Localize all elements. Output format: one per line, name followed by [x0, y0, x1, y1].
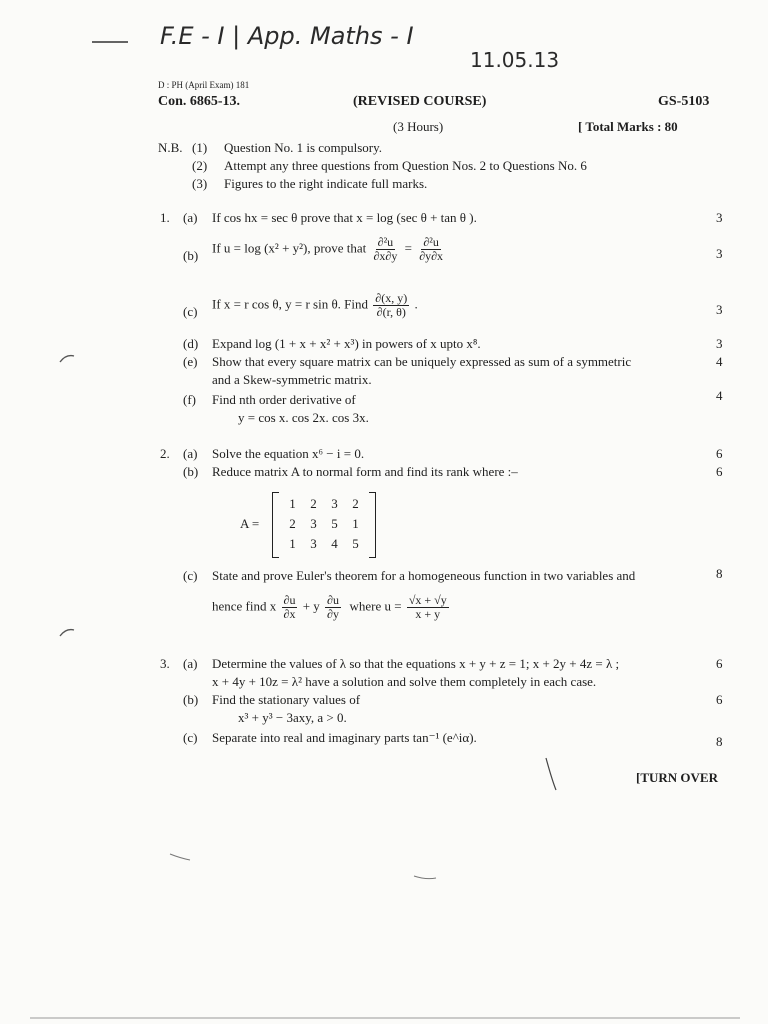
part-label: (b): [183, 464, 199, 479]
q1e-line2: and a Skew-symmetric matrix.: [212, 372, 372, 387]
q1a-text: If cos hx = sec θ prove that x = log (sec θ + tan θ ).: [212, 210, 477, 225]
part-label: (c): [183, 304, 198, 319]
turn-over: [TURN OVER: [636, 770, 718, 785]
marks: 6: [716, 446, 723, 461]
partial-fraction: [417, 236, 445, 263]
left-bracket: [272, 492, 279, 558]
paper-code-line: D : PH (April Exam) 181: [158, 80, 250, 90]
partial-fraction: [282, 594, 298, 621]
part-label: (f): [183, 392, 196, 407]
nb-item-text: Attempt any three questions from Question Nos. 2 to Questions No. 6: [224, 158, 587, 173]
matrix-row: [282, 534, 366, 554]
handwritten-title: F.E - I | App. Maths - I: [160, 22, 414, 50]
q3a-line2: x + 4y + 10z = λ² have a solution and solve them completely in each case.: [212, 674, 597, 689]
part-label: (c): [183, 730, 198, 745]
matrix-cell: 2: [352, 496, 359, 511]
q1d-text: Expand log (1 + x + x² + x³) in powers of x upto x⁸.: [212, 336, 481, 351]
part-label: (a): [183, 656, 198, 671]
fraction-denominator: ∂x∂y: [373, 249, 398, 263]
question-number: 3.: [160, 656, 170, 671]
marks: 3: [716, 336, 723, 351]
matrix-row: [282, 514, 366, 534]
matrix-cell: 3: [331, 496, 338, 511]
fraction-denominator: ∂(r, θ): [376, 305, 406, 319]
duration: (3 Hours): [393, 119, 444, 134]
q1b-text: [212, 236, 447, 263]
part-label: (a): [183, 210, 198, 225]
fraction-numerator: ∂²u: [423, 235, 439, 249]
matrix-row: [282, 494, 366, 514]
q3b-line1: Find the stationary values of: [212, 692, 361, 707]
nb-item-num: (1): [192, 140, 208, 155]
paper-code: GS-5103: [658, 94, 710, 109]
fraction-numerator: ∂²u: [377, 235, 394, 249]
marks: 8: [716, 566, 723, 581]
matrix-cell: 4: [331, 536, 338, 551]
where-label: where u =: [349, 598, 402, 614]
q2c-lead: hence find x: [212, 598, 277, 614]
matrix-cell: 2: [310, 496, 317, 511]
matrix-cell: 3: [310, 536, 317, 551]
q2a-text: Solve the equation x⁶ − i = 0.: [212, 446, 365, 461]
nb-item-num: (3): [192, 176, 208, 191]
marks: 6: [716, 692, 723, 707]
marks: 3: [716, 302, 723, 317]
partial-fraction: [325, 594, 341, 621]
q3c-text: Separate into real and imaginary parts tan⁻¹ (e^iα).: [212, 730, 477, 745]
q2b-text: Reduce matrix A to normal form and find its rank where :–: [212, 464, 518, 479]
marks: 6: [716, 464, 723, 479]
part-label: (b): [183, 692, 199, 707]
function-fraction: [407, 594, 449, 621]
part-label: (c): [183, 568, 198, 583]
part-label: (a): [183, 446, 198, 461]
matrix-cell: 3: [310, 516, 317, 531]
marks: 6: [716, 656, 723, 671]
fraction-denominator: x + y: [415, 607, 441, 621]
q2c-line1: State and prove Euler's theorem for a homogeneous function in two variables and: [212, 568, 636, 583]
matrix-cell: 2: [289, 516, 296, 531]
fraction-numerator: √x + √y: [408, 593, 447, 607]
handwritten-date: 11.05.13: [470, 48, 560, 72]
equals-sign: =: [404, 240, 412, 256]
fraction-numerator: ∂u: [327, 593, 339, 607]
matrix-cell: 1: [352, 516, 359, 531]
q1c-text: [212, 292, 418, 319]
total-marks: [ Total Marks : 80: [578, 119, 678, 134]
fraction-denominator: ∂y∂x: [419, 249, 444, 263]
nb-label: N.B.: [158, 140, 183, 155]
matrix-cell: 1: [289, 496, 296, 511]
q1f-line1: Find nth order derivative of: [212, 392, 356, 407]
nb-item-text: Figures to the right indicate full marks.: [224, 176, 428, 191]
matrix-cell: 5: [352, 536, 359, 551]
fraction-denominator: ∂x: [283, 607, 296, 621]
nb-item-num: (2): [192, 158, 208, 173]
marks: 3: [716, 210, 723, 225]
period: .: [414, 296, 418, 312]
marks: 8: [716, 734, 723, 749]
question-number: 1.: [160, 210, 170, 225]
course-title: (REVISED COURSE): [353, 94, 487, 109]
q3b-line2: x³ + y³ − 3axy, a > 0.: [238, 710, 347, 725]
fraction-denominator: ∂y: [327, 607, 339, 621]
fraction-numerator: ∂u: [283, 593, 296, 607]
part-label: (d): [183, 336, 199, 351]
q1b-lead: If u = log (x² + y²), prove that: [212, 240, 367, 256]
matrix-label: A =: [240, 516, 260, 531]
q1e-line1: Show that every square matrix can be uniquely expressed as sum of a symmetric: [212, 354, 632, 369]
nb-item-text: Question No. 1 is compulsory.: [224, 140, 383, 155]
question-number: 2.: [160, 446, 170, 461]
plus-y: + y: [302, 598, 320, 614]
marks: 4: [716, 388, 723, 403]
q1f-line2: y = cos x. cos 2x. cos 3x.: [238, 410, 369, 425]
part-label: (e): [183, 354, 198, 369]
con-number: Con. 6865-13.: [158, 94, 241, 109]
matrix-table: [282, 494, 366, 554]
fraction-numerator: ∂(x, y): [375, 291, 408, 305]
q3a-line1: Determine the values of λ so that the equations x + y + z = 1; x + 2y + 4z = λ ;: [212, 656, 620, 671]
marks: 3: [716, 246, 723, 261]
right-bracket: [369, 492, 376, 558]
jacobian-fraction: [373, 292, 409, 319]
matrix-cell: 1: [289, 536, 296, 551]
partial-fraction: [371, 236, 399, 263]
q1c-lead: If x = r cos θ, y = r sin θ. Find: [212, 296, 369, 312]
part-label: (b): [183, 248, 199, 263]
matrix-cell: 5: [331, 516, 338, 531]
matrix-a: [272, 492, 376, 556]
marks: 4: [716, 354, 723, 369]
q2c-line2: [212, 594, 451, 621]
